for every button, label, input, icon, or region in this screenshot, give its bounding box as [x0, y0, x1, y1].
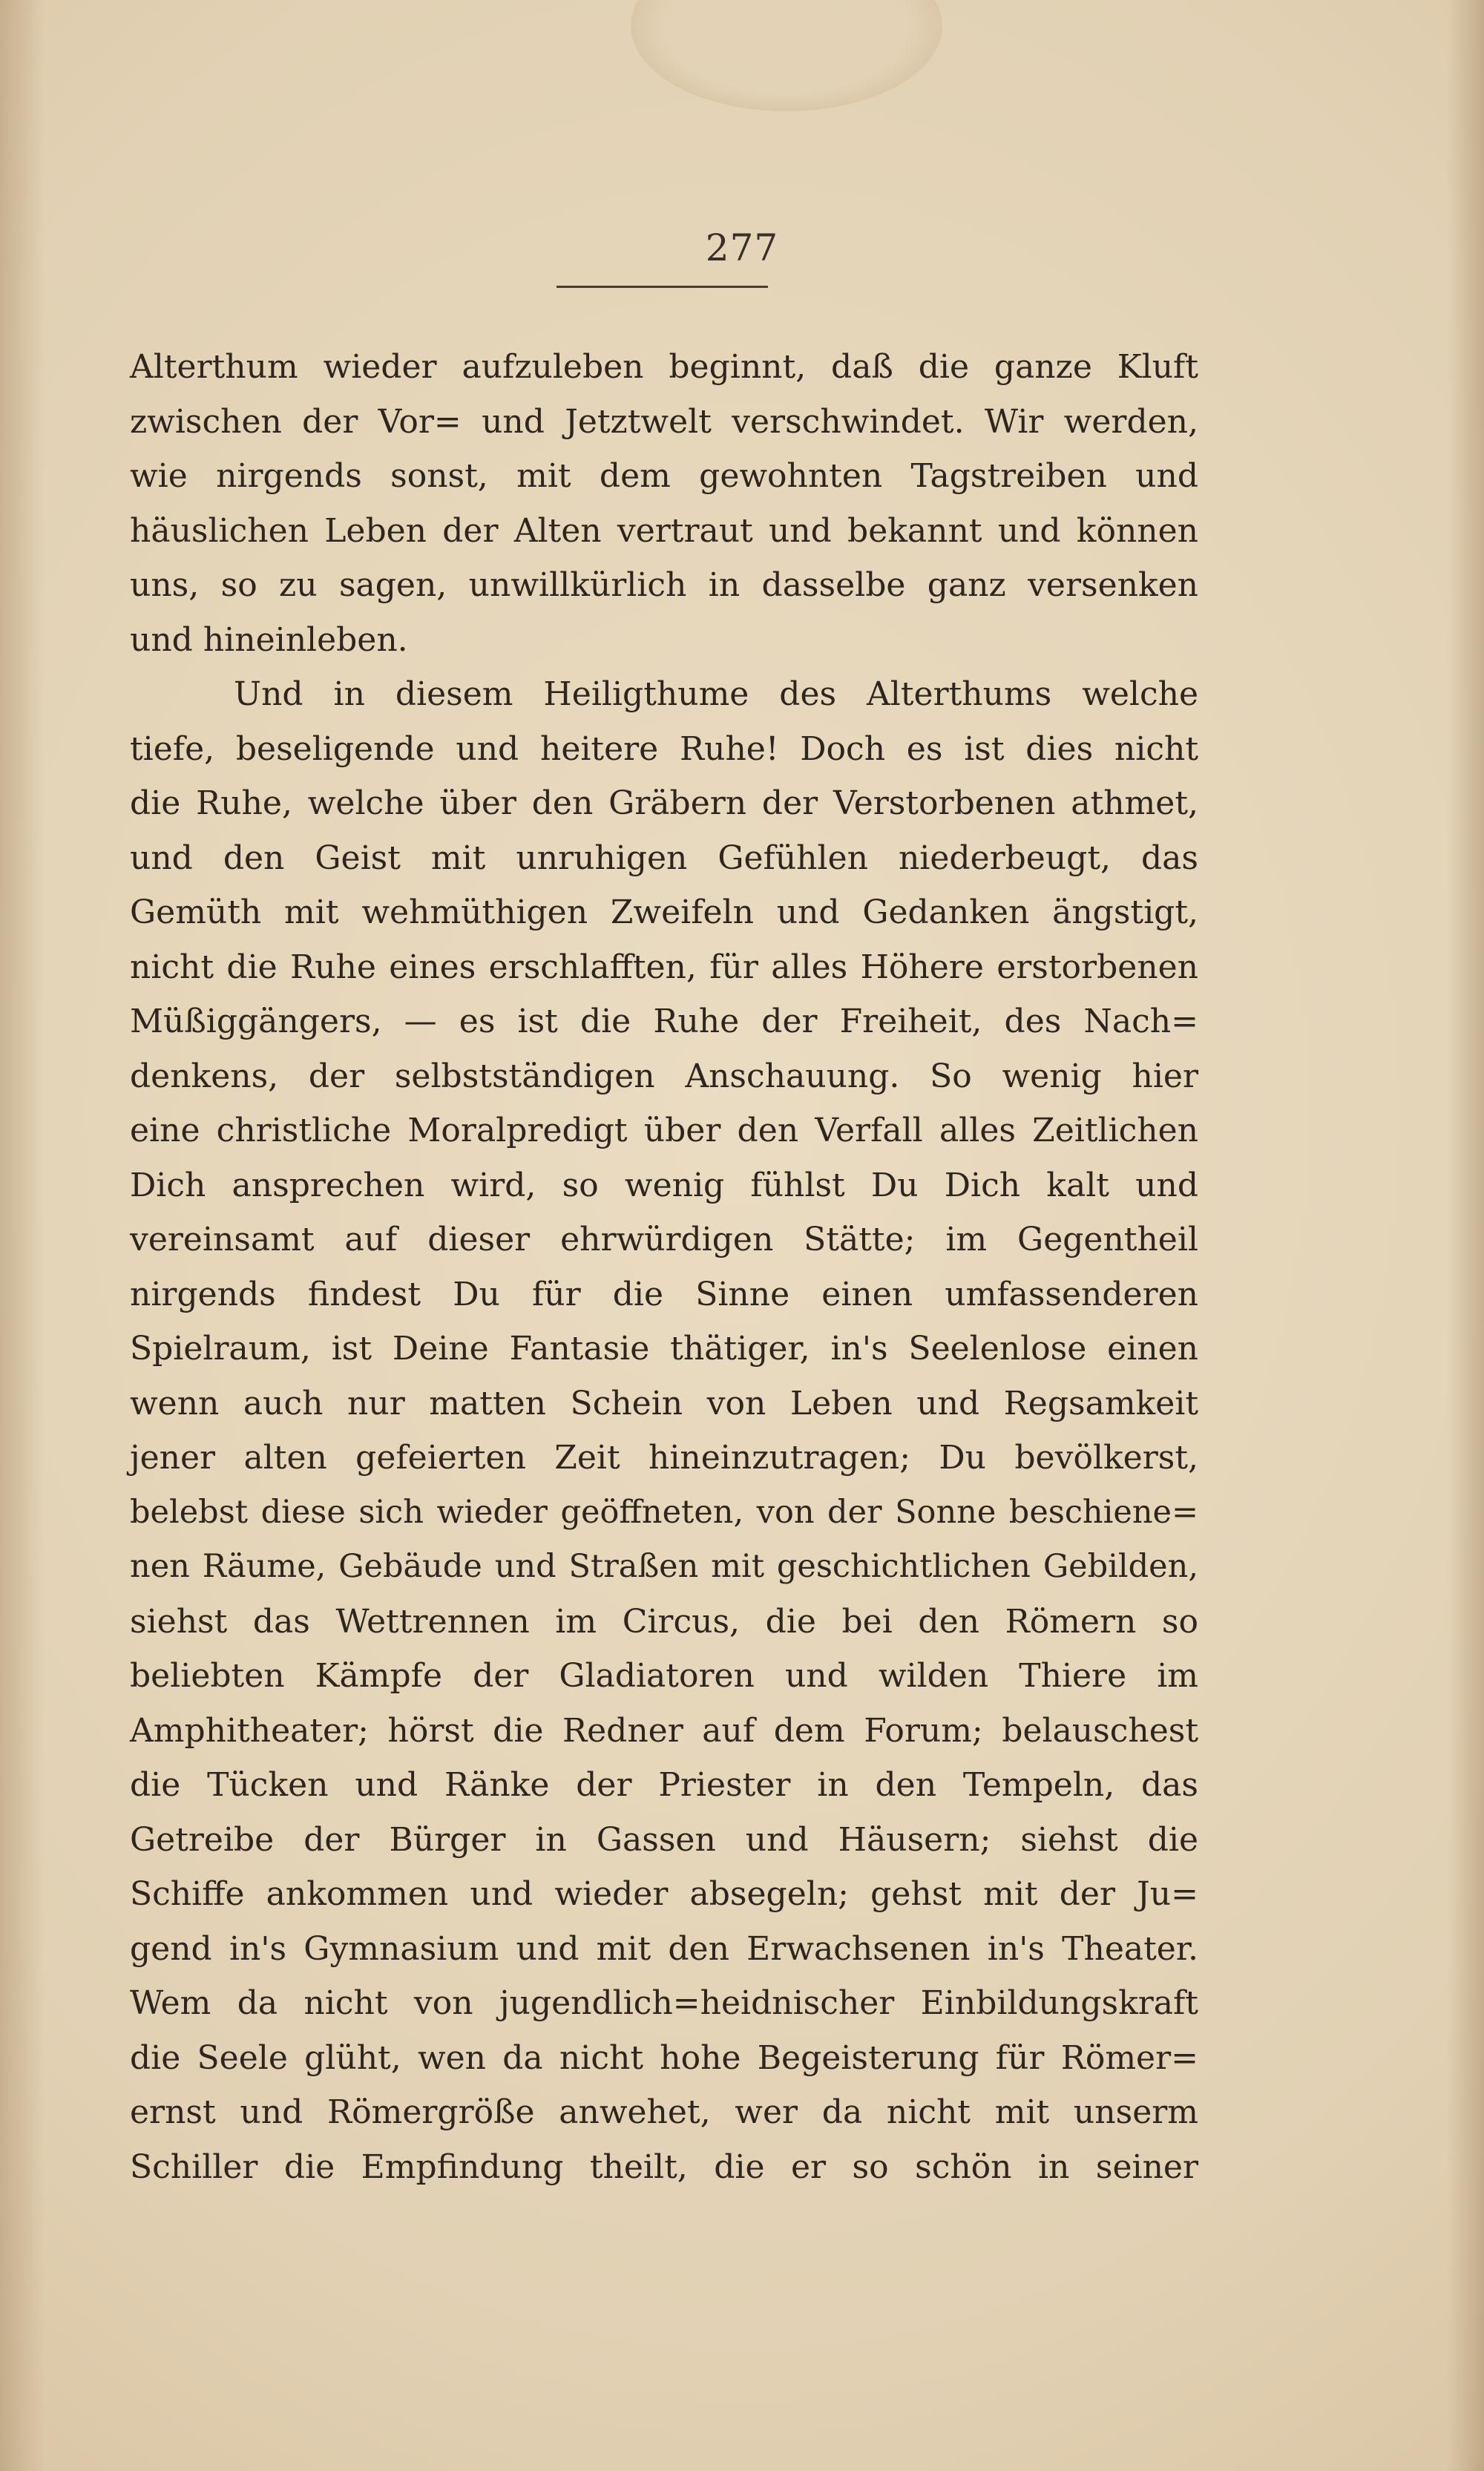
text-line: beliebten Kämpfe der Gladiatoren und wilden Thiere im [130, 1657, 1198, 1695]
page-number: 277 [705, 226, 779, 269]
text-line: zwischen der Vor= und Jetztwelt verschwindet. Wir werden, [130, 402, 1198, 441]
text-line: denkens, der selbstständigen Anschauung. So wenig hier [130, 1057, 1198, 1095]
text-line: siehst das Wettrennen im Circus, die bei den Römern so [130, 1602, 1198, 1641]
text-line: wenn auch nur matten Schein von Leben und Regsamkeit [130, 1384, 1198, 1422]
paper-stain [631, 0, 942, 111]
text-line: belebst diese sich wieder geöffneten, von der Sonne beschiene= [130, 1493, 1198, 1531]
text-line: Schiffe ankommen und wieder absegeln; gehst mit der Ju= [130, 1875, 1198, 1913]
text-line: Getreibe der Bürger in Gassen und Häusern; siehst die [130, 1820, 1198, 1859]
text-line: die Tücken und Ränke der Priester in den Tempeln, das [130, 1766, 1198, 1804]
text-line: Gemüth mit wehmüthigen Zweifeln und Gedanken ängstigt, [130, 893, 1198, 931]
text-line: Schiller die Empfindung theilt, die er so schön in seiner [130, 2147, 1198, 2186]
text-line: Dich ansprechen wird, so wenig fühlst Du Dich kalt und [130, 1166, 1198, 1204]
text-line: nicht die Ruhe eines erschlafften, für alles Höhere erstorbenen [130, 948, 1198, 986]
text-line: nirgends findest Du für die Sinne einen umfassenderen [130, 1275, 1198, 1313]
text-line: Und in diesem Heiligthume des Alterthums welche [234, 675, 1198, 713]
text-line: wie nirgends sonst, mit dem gewohnten Tagstreiben und [130, 457, 1198, 495]
text-line: und hineinleben. [130, 620, 408, 659]
text-line: häuslichen Leben der Alten vertraut und bekannt und können [130, 511, 1198, 550]
text-line: tiefe, beseligende und heitere Ruhe! Doch es ist dies nicht [130, 729, 1198, 768]
text-line: uns, so zu sagen, unwillkürlich in dasselbe ganz versenken [130, 566, 1198, 604]
text-line: ernst und Römergröße anwehet, wer da nicht mit unserm [130, 2093, 1198, 2131]
text-line: Spielraum, ist Deine Fantasie thätiger, in's Seelenlose einen [130, 1330, 1198, 1368]
text-line: Müßiggängers, — es ist die Ruhe der Freiheit, des Nach= [130, 1002, 1198, 1040]
text-line: vereinsamt auf dieser ehrwürdigen Stätte; im Gegentheil [130, 1221, 1198, 1259]
text-line: gend in's Gymnasium und mit den Erwachsenen in's Theater. [130, 1929, 1198, 1968]
text-line: Amphitheater; hörst die Redner auf dem Forum; belauschest [130, 1711, 1198, 1750]
text-line: die Ruhe, welche über den Gräbern der Verstorbenen athmet, [130, 784, 1198, 822]
text-line: die Seele glüht, wen da nicht hohe Begeisterung für Römer= [130, 2038, 1198, 2077]
text-line: eine christliche Moralpredigt über den Verfall alles Zeitlichen [130, 1112, 1198, 1149]
body-text [130, 340, 1198, 2194]
text-line: nen Räume, Gebäude und Straßen mit geschichtlichen Gebilden, [130, 1548, 1198, 1585]
text-line: Alterthum wieder aufzuleben beginnt, daß die ganze Kluft [130, 348, 1198, 386]
text-line: jener alten gefeierten Zeit hineinzutragen; Du bevölkerst, [130, 1439, 1198, 1477]
header-rule [556, 286, 768, 288]
text-line: und den Geist mit unruhigen Gefühlen niederbeugt, das [130, 839, 1198, 877]
text-line: Wem da nicht von jugendlich=heidnischer Einbildungskraft [130, 1984, 1198, 2022]
